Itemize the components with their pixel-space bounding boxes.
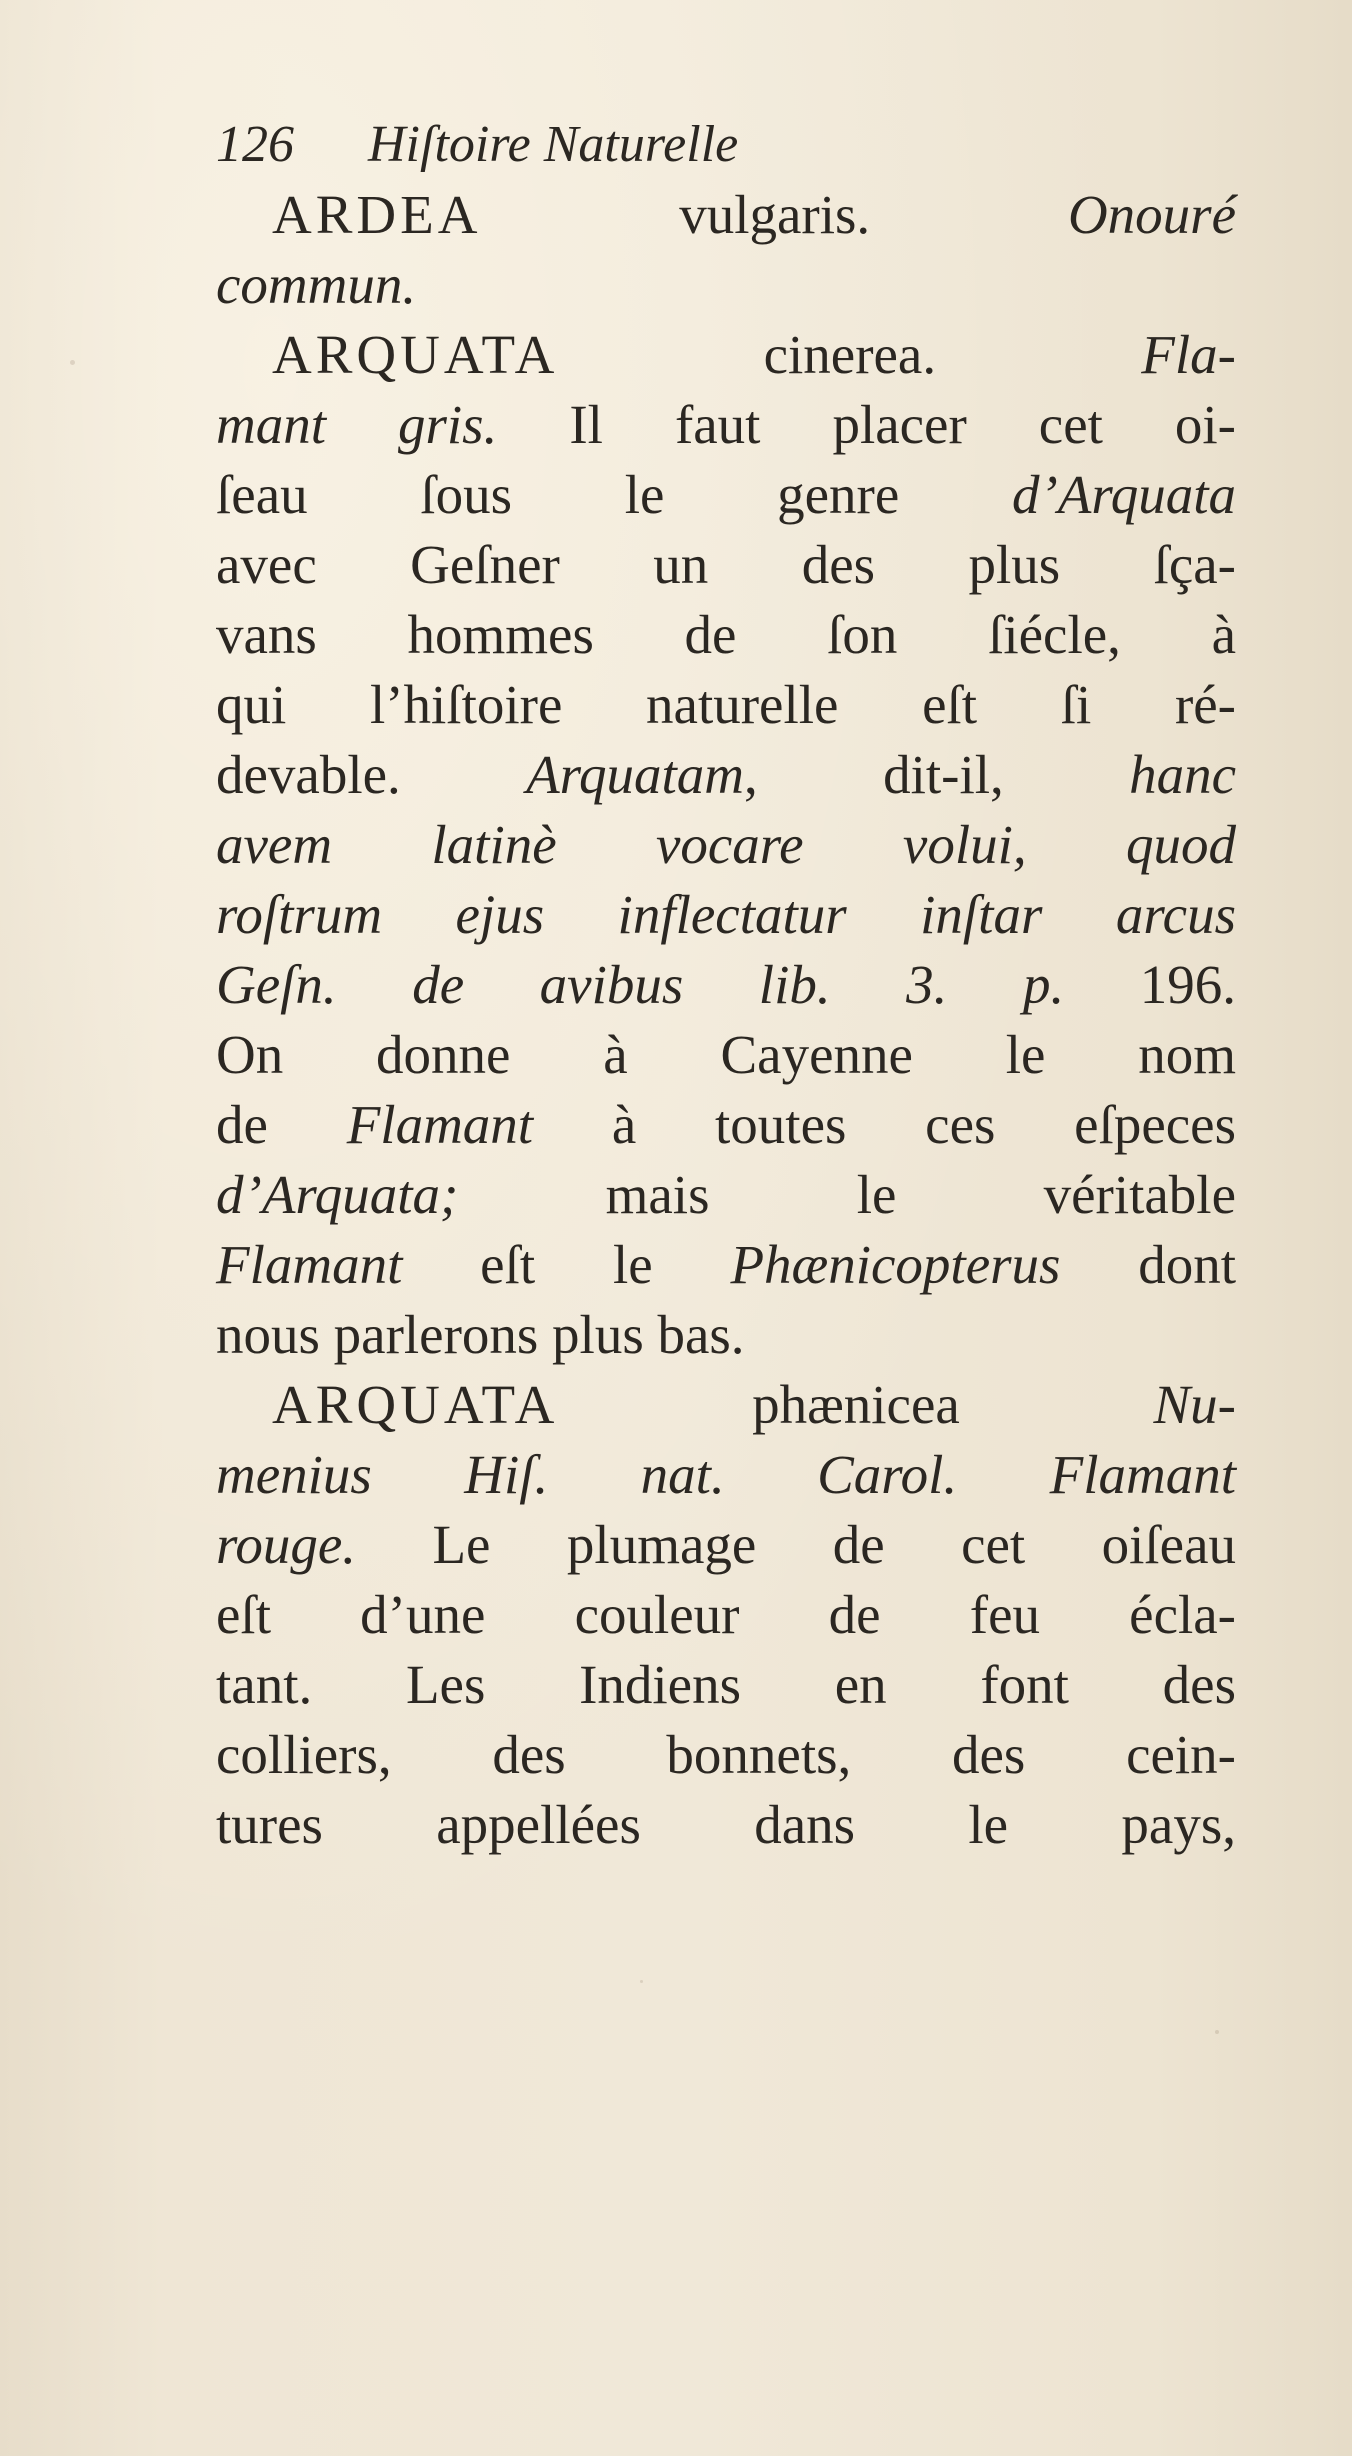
roman-text: cinerea. xyxy=(558,324,1142,385)
italic-text: Onouré xyxy=(1067,184,1236,245)
text-line xyxy=(216,250,1236,320)
running-title: Hiſtoire Naturelle xyxy=(368,116,739,173)
roman-text: nous parlerons plus bas. xyxy=(216,1304,745,1365)
text-line xyxy=(216,1790,1236,1860)
text-line xyxy=(216,1090,1236,1160)
italic-text: rouge. xyxy=(216,1514,357,1575)
italic-text: Fla- xyxy=(1141,324,1236,385)
roman-text: 196. xyxy=(1064,954,1236,1015)
italic-text: roſtrum ejus inflectatur inſtar arcus xyxy=(216,884,1236,945)
roman-text: de xyxy=(216,1094,347,1155)
text-line xyxy=(216,1020,1236,1090)
text-line xyxy=(216,180,1236,250)
italic-text: Flamant xyxy=(216,1234,403,1295)
paper-speck xyxy=(640,1980,643,1983)
text-line xyxy=(216,1230,1236,1300)
capital-heading-word: ARDEA xyxy=(272,184,482,245)
roman-text: , dit-il, xyxy=(744,744,1130,805)
text-line xyxy=(216,320,1236,390)
roman-text: devable. xyxy=(216,744,527,805)
roman-text: qui l’hiſtoire naturelle eſt ſi ré- xyxy=(216,674,1236,735)
text-line xyxy=(216,1510,1236,1580)
text-line xyxy=(216,1440,1236,1510)
italic-text: mant gris. xyxy=(216,394,498,455)
italic-text: commun. xyxy=(216,254,417,315)
text-line xyxy=(216,600,1236,670)
roman-text: dont xyxy=(1060,1234,1236,1295)
roman-text: eſt le xyxy=(402,1234,731,1295)
italic-text: d’Arquata xyxy=(1011,464,1236,525)
text-line xyxy=(216,950,1236,1020)
italic-text: menius Hiſ. nat. Carol. Flamant xyxy=(216,1444,1236,1505)
text-line xyxy=(216,530,1236,600)
roman-text: tant. Les Indiens en font des xyxy=(216,1654,1236,1715)
italic-text: Geſn. de avibus lib. 3. p. xyxy=(216,954,1065,1015)
text-line xyxy=(216,1300,1236,1370)
italic-text: hanc xyxy=(1129,744,1236,805)
text-line xyxy=(216,810,1236,880)
running-header xyxy=(216,110,1236,180)
roman-text: phænicea xyxy=(558,1374,1154,1435)
italic-text: Arquatam xyxy=(526,744,745,805)
text-line xyxy=(216,1650,1236,1720)
text-line xyxy=(216,460,1236,530)
page-text xyxy=(216,110,1236,1860)
paper-speck xyxy=(1215,2030,1219,2034)
roman-text: On donne à Cayenne le nom xyxy=(216,1024,1236,1085)
roman-text: ſeau ſous le genre xyxy=(216,464,1012,525)
text-line xyxy=(216,1720,1236,1790)
italic-text: Flamant xyxy=(346,1094,534,1155)
text-line xyxy=(216,1580,1236,1650)
roman-text: tures appellées dans le pays, xyxy=(216,1794,1236,1855)
roman-text: Il faut placer cet oi- xyxy=(497,394,1236,455)
roman-text: avec Geſner un des plus ſça- xyxy=(216,534,1236,595)
page-number: 126 xyxy=(216,116,294,173)
roman-text: Le plumage de cet oiſeau xyxy=(356,1514,1236,1575)
capital-heading-word: ARQUATA xyxy=(272,1374,559,1435)
roman-text: mais le véritable xyxy=(458,1164,1236,1225)
paper-speck xyxy=(70,360,75,365)
roman-text: vans hommes de ſon ſiécle, à xyxy=(216,604,1236,665)
body-text xyxy=(216,180,1236,1860)
italic-text: Phænicopterus xyxy=(730,1234,1061,1295)
roman-text: eſt d’une couleur de feu écla- xyxy=(216,1584,1236,1645)
text-line xyxy=(216,740,1236,810)
text-line xyxy=(216,670,1236,740)
roman-text: colliers, des bonnets, des cein- xyxy=(216,1724,1236,1785)
text-line xyxy=(216,1160,1236,1230)
roman-text: à toutes ces eſpeces xyxy=(533,1094,1236,1155)
roman-text: vulgaris. xyxy=(481,184,1068,245)
text-line xyxy=(216,1370,1236,1440)
capital-heading-word: ARQUATA xyxy=(272,324,559,385)
italic-text: avem latinè vocare volui, quod xyxy=(216,814,1236,875)
italic-text: Nu- xyxy=(1153,1374,1236,1435)
text-line xyxy=(216,880,1236,950)
italic-text: d’Arquata; xyxy=(216,1164,459,1225)
text-line xyxy=(216,390,1236,460)
